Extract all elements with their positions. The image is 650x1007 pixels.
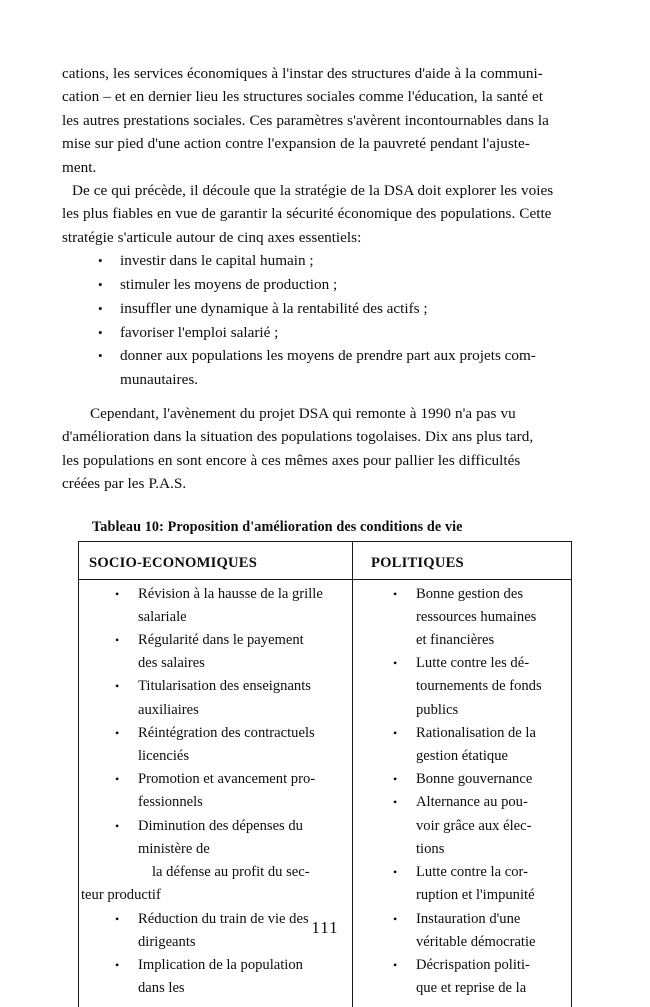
list-item-continuation: tournements de fonds [416,678,542,695]
axes-bullet-list [62,249,574,392]
list-item-label: Diminution des dépenses du [138,817,303,834]
list-item [79,768,346,814]
list-item-label: Lutte contre les dé- [416,655,530,672]
list-item-continuation: dirigeants [138,933,196,950]
list-item-continuation: auxiliaires [138,701,199,718]
bullet-icon: • [393,586,398,601]
list-item-label: Bonne gouvernance [416,771,533,788]
table-caption: Tableau 10: Proposition d'amélioration des conditions de vie [92,518,463,535]
paragraph-line [62,132,574,155]
paragraph-line [62,109,574,132]
paragraph-communications [62,62,574,179]
paragraph-line: De ce qui précède, il découle que la stratégie de la DSA doit explorer les voies [72,182,554,200]
list-item-label: Réintégration des contractuels [138,724,315,741]
list-item [79,722,346,768]
line-text: d'amélioration dans la situation des populations togolaises. Dix ans plus tard, [62,428,534,446]
list-item-label: investir dans le capital humain ; [120,252,314,270]
runaway-line-secteur: teur productif [81,887,161,904]
paragraph-line: stratégie s'articule autour de cinq axes essentiels: [62,228,362,246]
bullet-icon: • [393,795,398,810]
list-item-continuation: voir grâce aux élec- [416,817,532,834]
paragraph-line: ment. [62,158,97,176]
list-item-continuation: des salaires [138,655,205,672]
list-item [353,861,563,907]
spacer [62,392,574,402]
paragraph-strategie-dsa [62,179,574,249]
paragraph-line [62,449,574,472]
list-item-continuation: ministère de [138,840,210,857]
list-item-label: Implication de la population [138,956,303,973]
list-item-label: Bonne gestion des [416,585,524,602]
list-item-continuation: dans les [138,980,185,997]
table-header-socio-economiques: SOCIO-ECONOMIQUES [79,542,353,579]
list-item [353,791,563,861]
list-item-continuation: salariale [138,608,187,625]
paragraph-cependant [62,402,574,496]
list-item-continuation: publics [416,701,459,718]
runaway-line-defense: la défense au profit du sec- [152,864,310,881]
list-item [353,954,563,1000]
table-body-row [79,580,571,1007]
bullet-icon: • [115,818,120,833]
line-text: cation – et en dernier lieu les structures sociales comme l'éducation, la santé et [62,88,543,106]
list-item [353,583,563,653]
list-item-continuation: tions [416,840,445,857]
line-text: les autres prestations sociales. Ces paramètres s'avèrent incontournables dans la [62,111,549,129]
bullet-icon: • [98,324,103,340]
list-item [353,768,563,791]
bullet-icon: • [98,253,103,269]
list-item-label: Décrispation politi- [416,956,530,973]
list-item-continuation: licenciés [138,748,190,765]
table-cell-politiques [353,580,569,1007]
page-content [62,62,574,1007]
line-text: Cependant, l'avènement du projet DSA qui remonte à 1990 n'a pas vu [90,405,516,423]
line-text: mise sur pied d'une action contre l'expansion de la pauvreté pendant l'ajuste- [62,135,530,153]
list-item-continuation: ruption et l'impunité [416,887,535,904]
paragraph-line: les plus fiables en vue de garantir la sécurité économique des populations. Cette [62,205,552,223]
paragraph-line [62,402,574,425]
list-item-continuation: gestion étatique [416,748,508,765]
list-item [62,249,574,273]
bullet-icon: • [115,725,120,740]
list-item-label: Réduction du train de vie des [138,910,309,927]
table-header-row [79,542,571,580]
paragraph-line [62,85,574,108]
bullet-icon: • [98,277,103,293]
list-item-label: insuffler une dynamique à la rentabilité des actifs ; [120,299,428,317]
list-item-label: donner aux populations les moyens de prendre part aux projets com- [120,347,536,365]
bullet-icon: • [115,679,120,694]
table-cell-socio-economiques [79,580,353,1007]
spacer [62,496,574,518]
list-item [79,629,346,675]
list-item-label: Révision à la hausse de la grille [138,585,323,602]
list-item [353,652,563,722]
bullet-icon: • [393,865,398,880]
list-item-label: Rationalisation de la [416,724,536,741]
bullet-icon: • [98,348,103,364]
list-item [79,583,346,629]
list-item-label: Alternance au pou- [416,794,528,811]
table-header-politiques: POLITIQUES [371,554,464,571]
list-item-continuation: véritable démocratie [416,933,536,950]
list-item [79,675,346,721]
list-item [62,344,574,392]
list-item-continuation: que et reprise de la [416,980,527,997]
list-item-label: Régularité dans le payement [138,632,304,649]
bullet-icon: • [393,656,398,671]
list-item [62,321,574,345]
list-item-label: favoriser l'emploi salarié ; [120,323,279,341]
list-item-label: Instauration d'une [416,910,521,927]
list-item-label: stimuler les moyens de production ; [120,276,338,294]
list-item [353,722,563,768]
paragraph-line [62,425,574,448]
bullet-icon: • [393,957,398,972]
list-item-continuation: munautaires. [120,371,199,389]
line-text: les populations en sont encore à ces mêmes axes pour pallier les difficultés [62,451,521,469]
bullet-icon: • [115,772,120,787]
paragraph-line [62,62,574,85]
line-text: cations, les services économiques à l'instar des structures d'aide à la communi- [62,65,543,82]
bullet-icon: • [98,300,103,316]
list-item [79,815,346,861]
bullet-icon: • [393,911,398,926]
list-item [62,297,574,321]
list-item-continuation: ressources humaines [416,608,537,625]
paragraph-line: créées par les P.A.S. [62,475,187,493]
list-item-label: Lutte contre la cor- [416,864,528,881]
page-number: 111 [311,918,339,937]
list-item [79,954,346,1000]
bullet-icon: • [115,633,120,648]
bullet-icon: • [115,957,120,972]
bullet-icon: • [393,725,398,740]
bullet-icon: • [393,772,398,787]
list-item-continuation: fessionnels [138,794,203,811]
list-item-label: Promotion et avancement pro- [138,771,316,788]
bullet-icon: • [115,911,120,926]
list-item [62,273,574,297]
socio-economiques-list [79,583,346,861]
list-item-label: Titularisation des enseignants [138,678,311,695]
list-item-continuation: et financières [416,632,495,649]
bullet-icon: • [115,586,120,601]
